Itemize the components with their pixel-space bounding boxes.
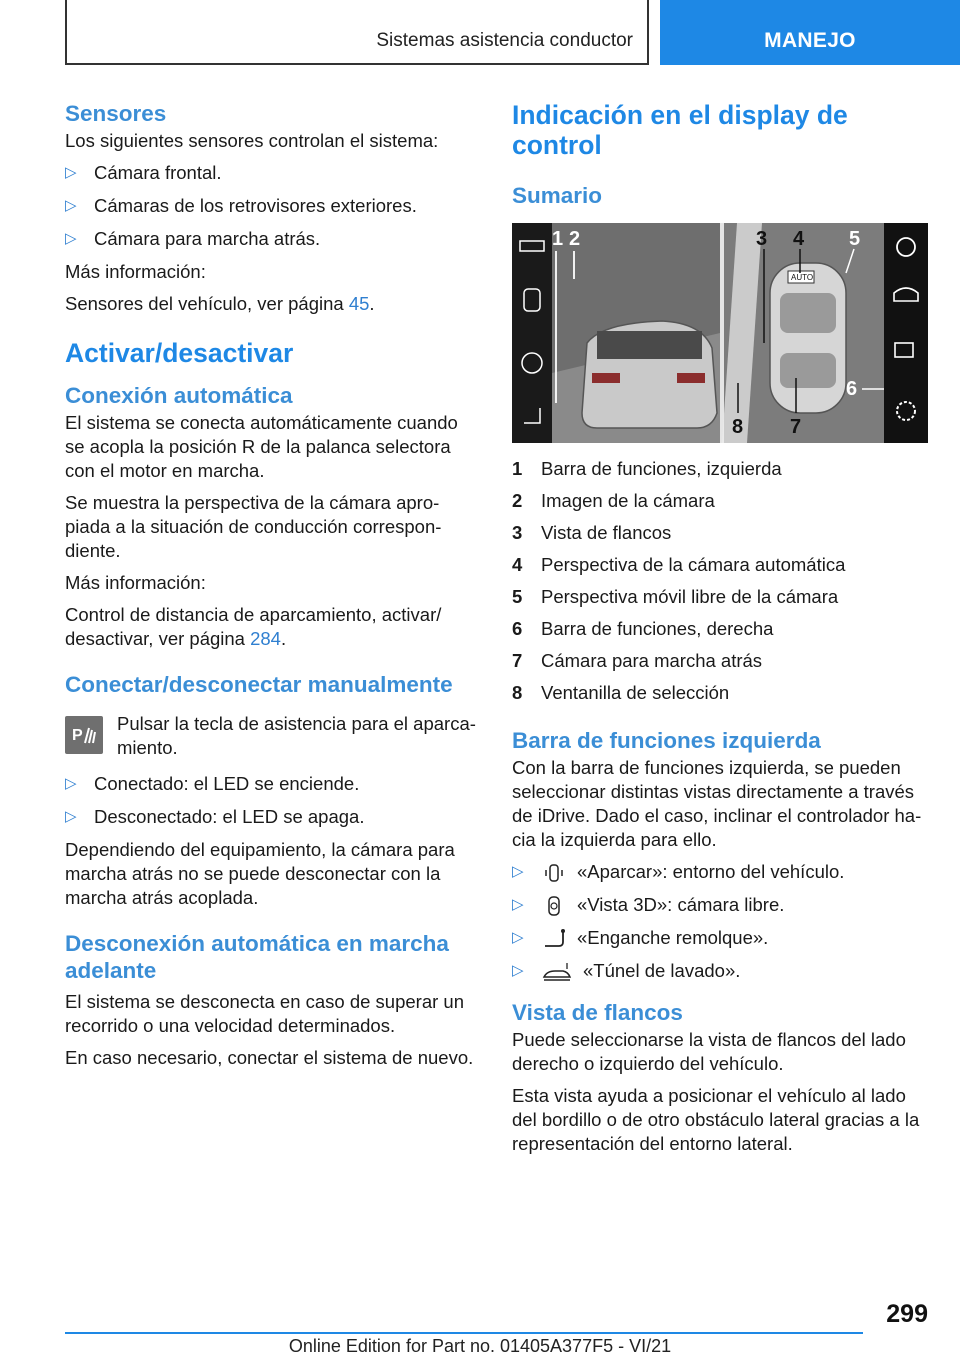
conexion-reference: Control de distancia de aparcamiento, activar/ desactivar, ver página 284. xyxy=(65,604,442,649)
list-item: 8 Ventanilla de selección xyxy=(512,682,730,703)
heading-manual: Conectar/desconectar manualmente xyxy=(65,672,453,697)
list-item: 3 Vista de flancos xyxy=(512,522,672,543)
svg-text:5: 5 xyxy=(849,228,861,250)
heading-conexion: Conexión automática xyxy=(65,383,293,408)
conexion-more: Más información: xyxy=(65,572,206,593)
barra-p1: Con la barra de funciones izquierda, se pueden seleccionar distintas vistas directamente a través de iDrive. Dado el caso, inclinar el controlador hacia la izquierda para ello. xyxy=(512,757,922,850)
footer-edition: Online Edition for Part no. 01405A377F5 - VI/21 xyxy=(288,1336,672,1356)
footer-divider xyxy=(65,1332,863,1334)
header-chapter-tab[interactable] xyxy=(660,0,960,65)
heading-display: Indicación en el display de control xyxy=(512,100,848,160)
parking-assist-button-icon xyxy=(65,716,103,754)
list-item: ▷ Cámara para marcha atrás. xyxy=(65,228,321,249)
sensores-intro: Los siguientes sensores controlan el sistema: xyxy=(65,130,439,151)
triangle-bullet-icon: ▷ xyxy=(512,896,524,914)
svg-text:8: 8 xyxy=(732,416,744,438)
desconexion-p1: El sistema se desconecta en caso de superar un recorrido o una velocidad determinados. xyxy=(65,991,465,1036)
sensores-reference: Sensores del vehículo, ver página 45. xyxy=(65,293,375,314)
heading-sumario: Sumario xyxy=(512,183,603,208)
triangle-bullet-icon: ▷ xyxy=(512,863,524,880)
figure-legend xyxy=(512,457,928,705)
heading-barra: Barra de funciones izquierda xyxy=(512,728,821,753)
triangle-bullet-icon: ▷ xyxy=(65,230,77,247)
list-item: ▷ Desconectado: el LED se apaga. xyxy=(65,806,365,827)
list-item: ▷ «Aparcar»: entorno del vehículo. xyxy=(512,860,928,884)
camera-display-figure xyxy=(512,223,928,443)
triangle-bullet-icon: ▷ xyxy=(512,929,524,947)
list-item: 4 Perspectiva de la cámara automática xyxy=(512,554,846,575)
triangle-bullet-icon: ▷ xyxy=(65,775,77,792)
list-item: 7 Cámara para marcha atrás xyxy=(512,650,763,671)
triangle-bullet-icon: ▷ xyxy=(512,962,524,980)
list-item: ▷ Cámara frontal. xyxy=(65,162,222,183)
list-item: ▷ Cámaras de los retrovisores exteriores. xyxy=(65,195,417,216)
header-chapter-label: MANEJO xyxy=(764,29,856,52)
list-item: 5 Perspectiva móvil libre de la cámara xyxy=(512,586,839,607)
parking-view-icon xyxy=(541,862,567,884)
list-item: ▷ Conectado: el LED se enciende. xyxy=(65,773,360,794)
list-item: ▷ «Túnel de lavado». xyxy=(512,959,928,983)
heading-sensores: Sensores xyxy=(65,101,167,126)
list-item: 2 Imagen de la cámara xyxy=(512,490,715,511)
triangle-bullet-icon: ▷ xyxy=(65,197,77,214)
page-link-45[interactable]: 45 xyxy=(348,293,370,314)
heading-desconexion: Desconexión automática en marcha adelante xyxy=(65,931,449,983)
svg-text:4: 4 xyxy=(793,228,805,250)
svg-text:6: 6 xyxy=(846,378,858,400)
page-link-284[interactable]: 284 xyxy=(250,628,281,649)
svg-text:2: 2 xyxy=(569,228,581,250)
barra-list xyxy=(512,860,928,983)
triangle-bullet-icon: ▷ xyxy=(65,808,77,825)
list-item: 1 Barra de funciones, izquierda xyxy=(512,458,782,479)
list-item: ▷ «Vista 3D»: cámara libre. xyxy=(512,893,928,917)
header-section-title: Sistemas asistencia conductor xyxy=(376,30,633,51)
svg-text:P: P xyxy=(72,727,83,744)
sensores-more: Más información: xyxy=(65,261,206,282)
conexion-p2: Se muestra la perspectiva de la cámara apropiada a la situación de conducción correspondiente. xyxy=(65,492,442,561)
sensores-list xyxy=(65,161,478,251)
manual-p1: Dependiendo del equipamiento, la cámara para marcha atrás no se puede desconectar con la marcha atrás acoplada. xyxy=(65,839,455,908)
header-frame xyxy=(65,0,649,65)
desconexion-p2: En caso necesario, conectar el sistema de nuevo. xyxy=(65,1047,474,1068)
list-item: ▷ «Enganche remolque». xyxy=(512,926,928,950)
auto-badge-text: AUTO xyxy=(791,273,814,282)
triangle-bullet-icon: ▷ xyxy=(65,164,77,181)
trailer-hitch-icon xyxy=(541,928,567,950)
heading-activar: Activar/desactivar xyxy=(65,338,294,368)
right-column xyxy=(512,100,928,1164)
left-column xyxy=(65,100,478,1078)
manual-list xyxy=(65,772,478,829)
manual-key-text: Pulsar la tecla de asistencia para el aparcamiento. xyxy=(117,713,476,758)
svg-text:3: 3 xyxy=(756,228,768,250)
svg-text:1: 1 xyxy=(552,228,564,250)
conexion-p1: El sistema se conecta automáticamente cuando se acopla la posición R de la palanca selectora con el motor en marcha. xyxy=(65,412,458,481)
svg-text:7: 7 xyxy=(790,416,802,438)
list-item: 6 Barra de funciones, derecha xyxy=(512,618,774,639)
page-number: 299 xyxy=(886,1300,928,1328)
heading-flancos: Vista de flancos xyxy=(512,1000,683,1026)
view-3d-icon xyxy=(541,895,567,917)
flancos-p1: Puede seleccionarse la vista de flancos del lado derecho o izquierdo del vehículo. xyxy=(512,1029,906,1075)
car-wash-icon xyxy=(541,961,573,983)
parking-assist-key-row xyxy=(65,712,478,760)
flancos-p2: Esta vista ayuda a posicionar el vehículo al lado del bordillo o de otro obstáculo lateral gracias a la representación del entorno lateral. xyxy=(512,1085,920,1155)
